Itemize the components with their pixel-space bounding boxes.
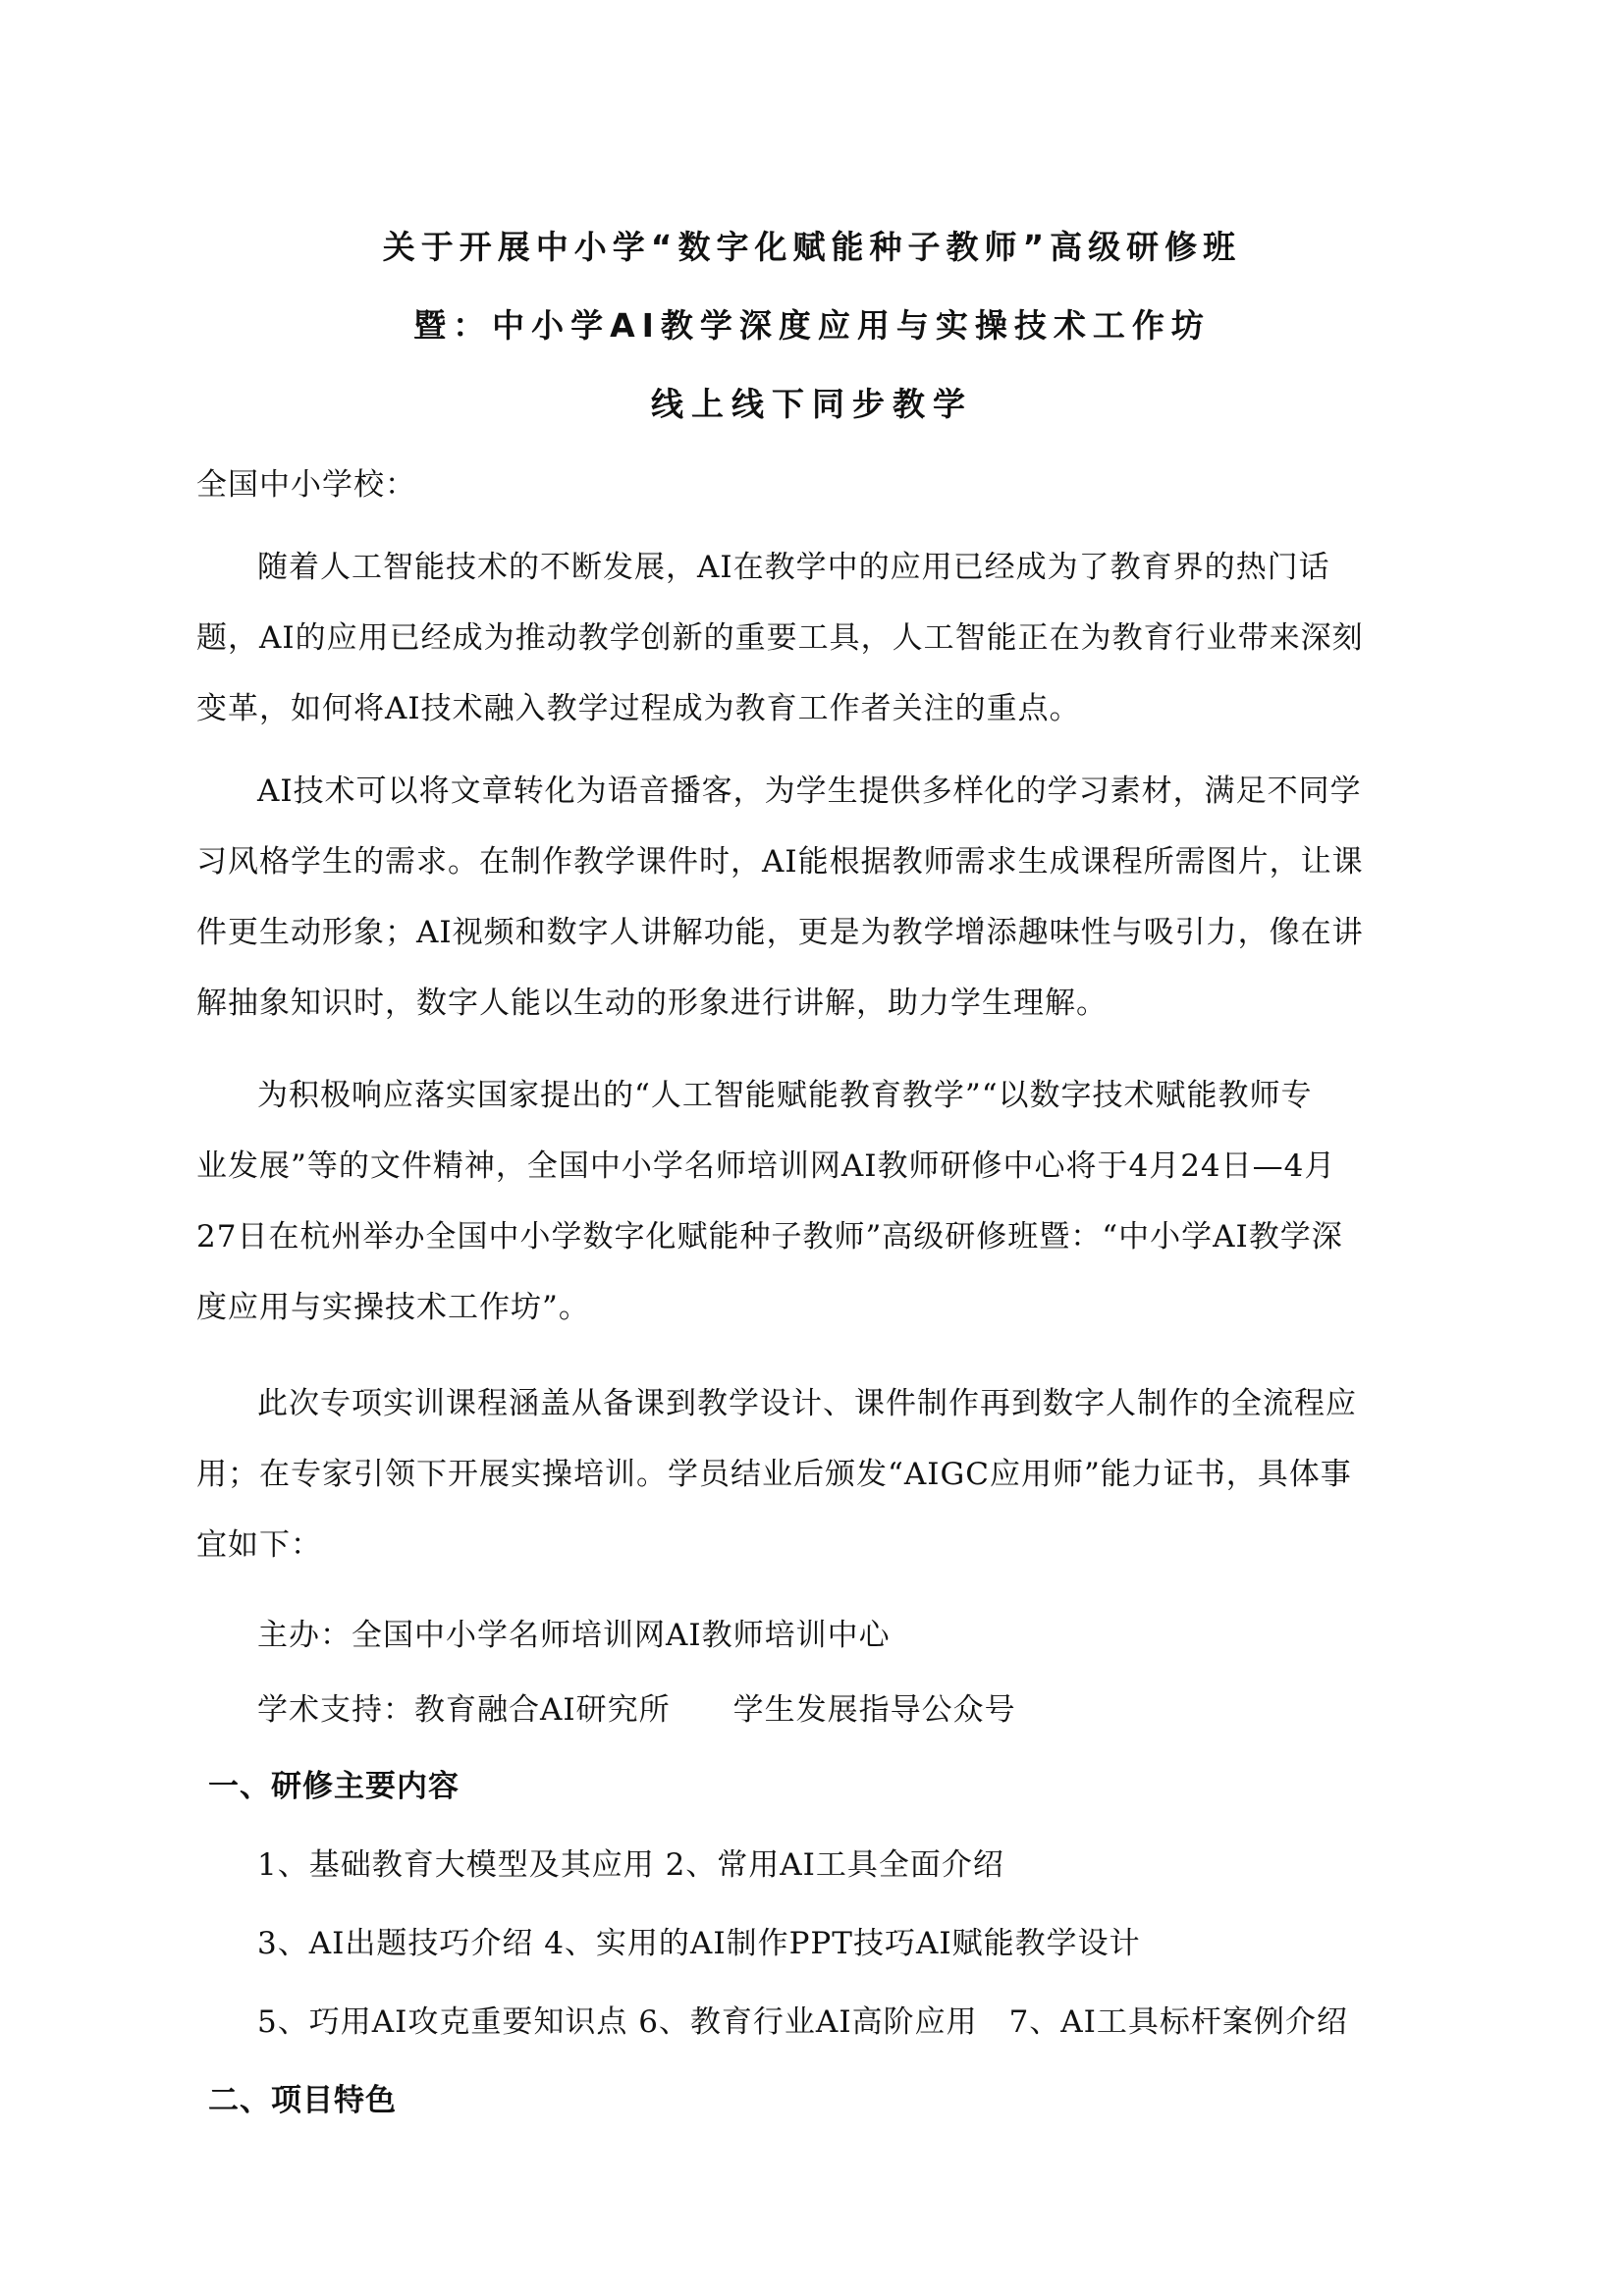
academic-support-line: 学术支持：教育融合AI研究所 学生发展指导公众号	[257, 1692, 1016, 1728]
document-title-line-3: 线上线下同步教学	[651, 385, 973, 423]
paragraph-1-line-2: 题，AI的应用已经成为推动教学创新的重要工具，人工智能正在为教育行业带来深刻	[196, 620, 1364, 656]
paragraph-4-line-1: 此次专项实训课程涵盖从备课到教学设计、课件制作再到数字人制作的全流程应	[257, 1386, 1357, 1421]
paragraph-3-line-4: 度应用与实操技术工作坊”。	[196, 1290, 590, 1325]
paragraph-4-line-3: 宜如下：	[196, 1527, 322, 1563]
paragraph-3-line-1: 为积极响应落实国家提出的“人工智能赋能教育教学”“以数字技术赋能教师专	[257, 1078, 1313, 1113]
paragraph-1-line-1: 随着人工智能技术的不断发展，AI在教学中的应用已经成为了教育界的热门话	[257, 550, 1330, 585]
paragraph-3-line-2: 业发展”等的文件精神，全国中小学名师培训网AI教师研修中心将于4月24日—4月	[196, 1148, 1336, 1184]
paragraph-2-line-2: 习风格学生的需求。在制作教学课件时，AI能根据教师需求生成课程所需图片，让课	[196, 844, 1364, 880]
paragraph-3-line-3: 27日在杭州举办全国中小学数字化赋能种子教师”高级研修班暨：“中小学AI教学深	[196, 1219, 1343, 1255]
section-1-heading: 一、研修主要内容	[208, 1769, 460, 1804]
section-1-item-line-1: 1、基础教育大模型及其应用 2、常用AI工具全面介绍	[257, 1847, 1004, 1883]
paragraph-1-line-3: 变革，如何将AI技术融入教学过程成为教育工作者关注的重点。	[196, 691, 1081, 726]
salutation: 全国中小学校：	[196, 467, 416, 503]
paragraph-2-line-3: 件更生动形象；AI视频和数字人讲解功能，更是为教学增添趣味性与吸引力，像在讲	[196, 915, 1364, 950]
paragraph-2-line-4: 解抽象知识时，数字人能以生动的形象进行讲解，助力学生理解。	[196, 986, 1108, 1021]
section-1-item-line-2: 3、AI出题技巧介绍 4、实用的AI制作PPT技巧AI赋能教学设计	[257, 1926, 1141, 1961]
document-title-line-1: 关于开展中小学“数字化赋能种子教师”高级研修班	[382, 228, 1242, 266]
section-1-item-line-3: 5、巧用AI攻克重要知识点 6、教育行业AI高阶应用 7、AI工具标杆案例介绍	[257, 2004, 1348, 2040]
section-2-heading: 二、项目特色	[208, 2083, 397, 2118]
paragraph-4-line-2: 用；在专家引领下开展实操培训。学员结业后颁发“AIGC应用师”能力证书，具体事	[196, 1457, 1352, 1492]
paragraph-2-line-1: AI技术可以将文章转化为语音播客，为学生提供多样化的学习素材，满足不同学	[257, 774, 1362, 809]
document-title-line-2: 暨：中小学AI教学深度应用与实操技术工作坊	[413, 306, 1211, 345]
organizer-line: 主办：全国中小学名师培训网AI教师培训中心	[257, 1618, 891, 1653]
